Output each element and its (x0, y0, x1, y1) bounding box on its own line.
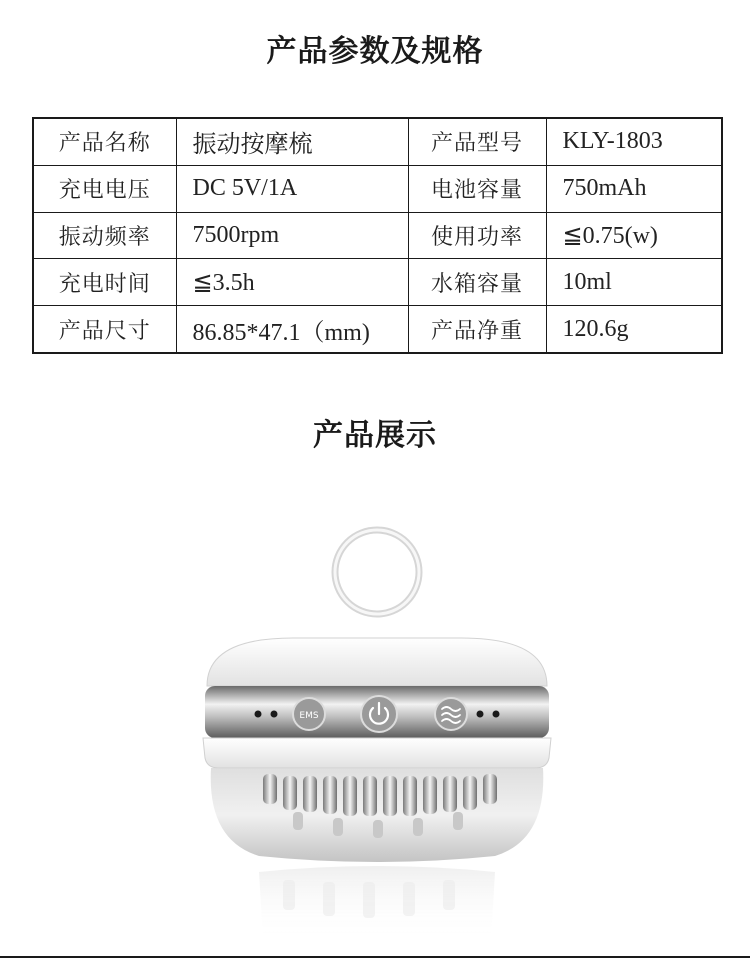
table-row (33, 165, 722, 212)
hanging-ring (335, 530, 419, 614)
spec-label: 产品尺寸 (33, 306, 176, 353)
spec-value: 振动按摩梳 (176, 118, 408, 165)
spec-value: 7500rpm (176, 212, 408, 259)
spec-label: 产品名称 (33, 118, 176, 165)
vibration-button[interactable] (435, 698, 467, 730)
spec-value: ≦3.5h (176, 259, 408, 306)
spec-value: DC 5V/1A (176, 165, 408, 212)
spec-value: KLY-1803 (546, 118, 722, 165)
product-reflection (259, 866, 495, 940)
table-row (33, 212, 722, 259)
spec-value: 120.6g (546, 306, 722, 353)
ems-button-label: EMS (299, 711, 319, 721)
spec-label: 水箱容量 (408, 259, 546, 306)
spec-label: 充电电压 (33, 165, 176, 212)
product-image (175, 520, 575, 960)
spec-label: 产品型号 (408, 118, 546, 165)
bottom-divider (0, 956, 750, 958)
showcase-section-title: 产品展示 (313, 418, 437, 453)
spec-table (32, 117, 723, 354)
ems-button[interactable] (293, 698, 325, 730)
spec-label: 振动频率 (33, 212, 176, 259)
spec-label: 使用功率 (408, 212, 546, 259)
spec-label: 产品净重 (408, 306, 546, 353)
spec-label: 充电时间 (33, 259, 176, 306)
table-row (33, 259, 722, 306)
table-row (33, 118, 722, 165)
spec-label: 电池容量 (408, 165, 546, 212)
spec-value: ≦0.75(w) (546, 212, 722, 259)
spec-value: 750mAh (546, 165, 722, 212)
spec-section-title: 产品参数及规格 (266, 34, 484, 69)
table-row (33, 306, 722, 353)
spec-value: 10ml (546, 259, 722, 306)
spec-value: 86.85*47.1（mm) (176, 306, 408, 353)
power-button[interactable] (361, 696, 397, 732)
